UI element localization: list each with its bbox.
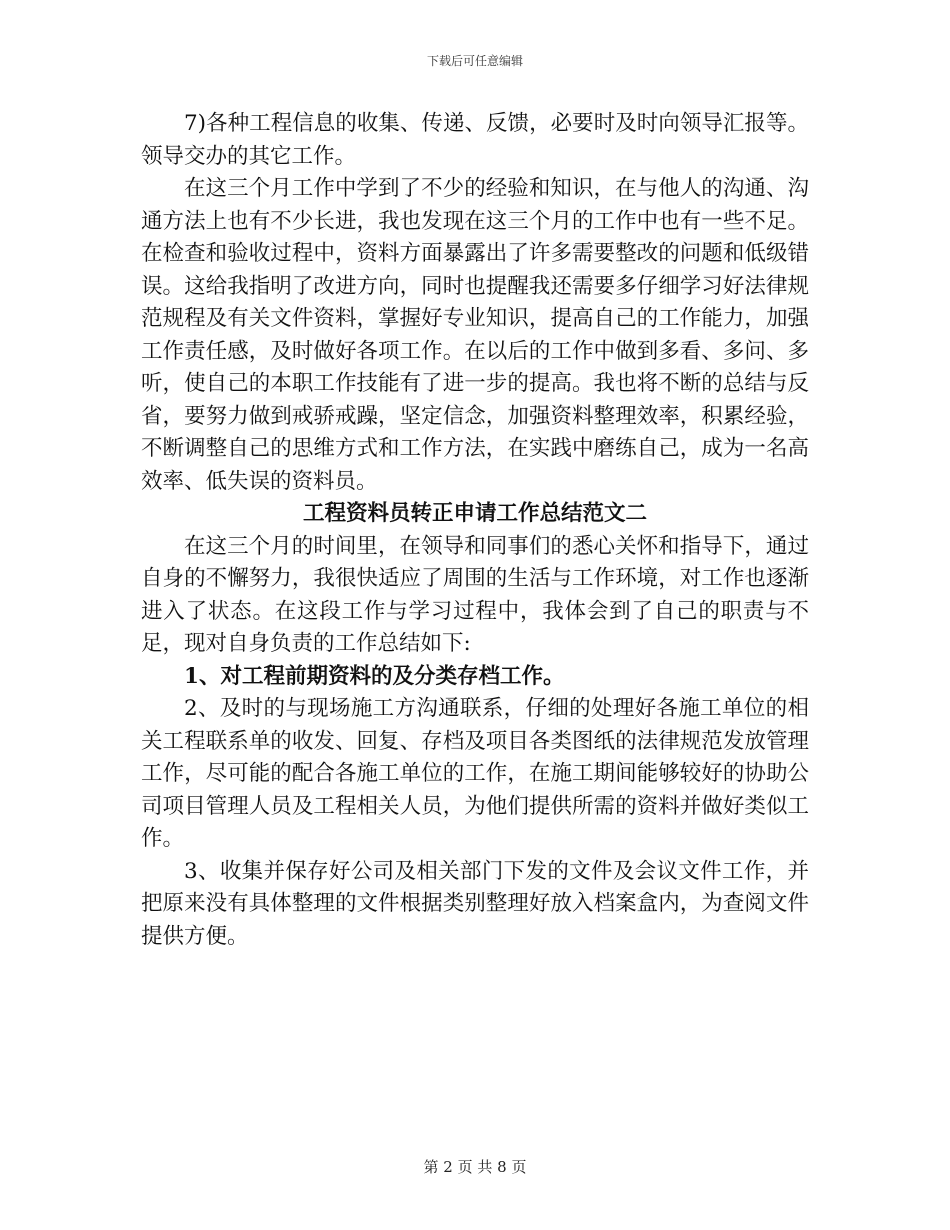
list-item-3: 3、收集并保存好公司及相关部门下发的文件及会议文件工作，并把原来没有具体整理的文件根据类别整理好放入档案盒内，为查阅文件提供方便。 bbox=[141, 858, 809, 949]
document-body bbox=[141, 108, 809, 953]
list-item-1: 1、对工程前期资料的及分类存档工作。 bbox=[184, 663, 565, 689]
paragraph-duty-7: 7)各种工程信息的收集、传递、反馈，必要时及时向领导汇报等。领导交办的其它工作。 bbox=[141, 111, 809, 169]
section-heading: 工程资料员转正申请工作总结范文二 bbox=[302, 501, 647, 526]
paragraph-summary: 在这三个月工作中学到了不少的经验和知识，在与他人的沟通、沟通方法上也有不少长进，我也发现在这三个月的工作中也有一些不足。在检查和验收过程中，资料方面暴露出了许多需要整改的问题和低级错误。这给我指明了改进方向，同时也提醒我还需要多仔细学习好法律规范规程及有关文件资料，掌握好专业知识，提高自己的工作能力，加强工作责任感，及时做好各项工作。在以后的工作中做到多看、多问、多听，使自己的本职工作技能有了进一步的提高。我也将不断的总结与反省，要努力做到戒骄戒躁，坚定信念，加强资料整理效率，积累经验，不断调整自己的思维方式和工作方法，在实践中磨练自己，成为一名高效率、低失误的资料员。 bbox=[141, 176, 809, 494]
list-item-2: 2、及时的与现场施工方沟通联系，仔细的处理好各施工单位的相关工程联系单的收发、回复、存档及项目各类图纸的法律规范发放管理工作，尽可能的配合各施工单位的工作，在施工期间能够较好的协助公司项目管理人员及工程相关人员，为他们提供所需的资料并做好类似工作。 bbox=[141, 696, 809, 851]
page-header: 下载后可任意编辑 bbox=[426, 54, 523, 68]
paragraph-intro: 在这三个月的时间里，在领导和同事们的悉心关怀和指导下，通过自身的不懈努力，我很快适应了周围的生活与工作环境，对工作也逐渐进入了状态。在这段工作与学习过程中，我体会到了自己的职责与不足，现对自身负责的工作总结如下: bbox=[141, 533, 809, 656]
page-footer: 第 2 页 共 8 页 bbox=[423, 1158, 527, 1176]
